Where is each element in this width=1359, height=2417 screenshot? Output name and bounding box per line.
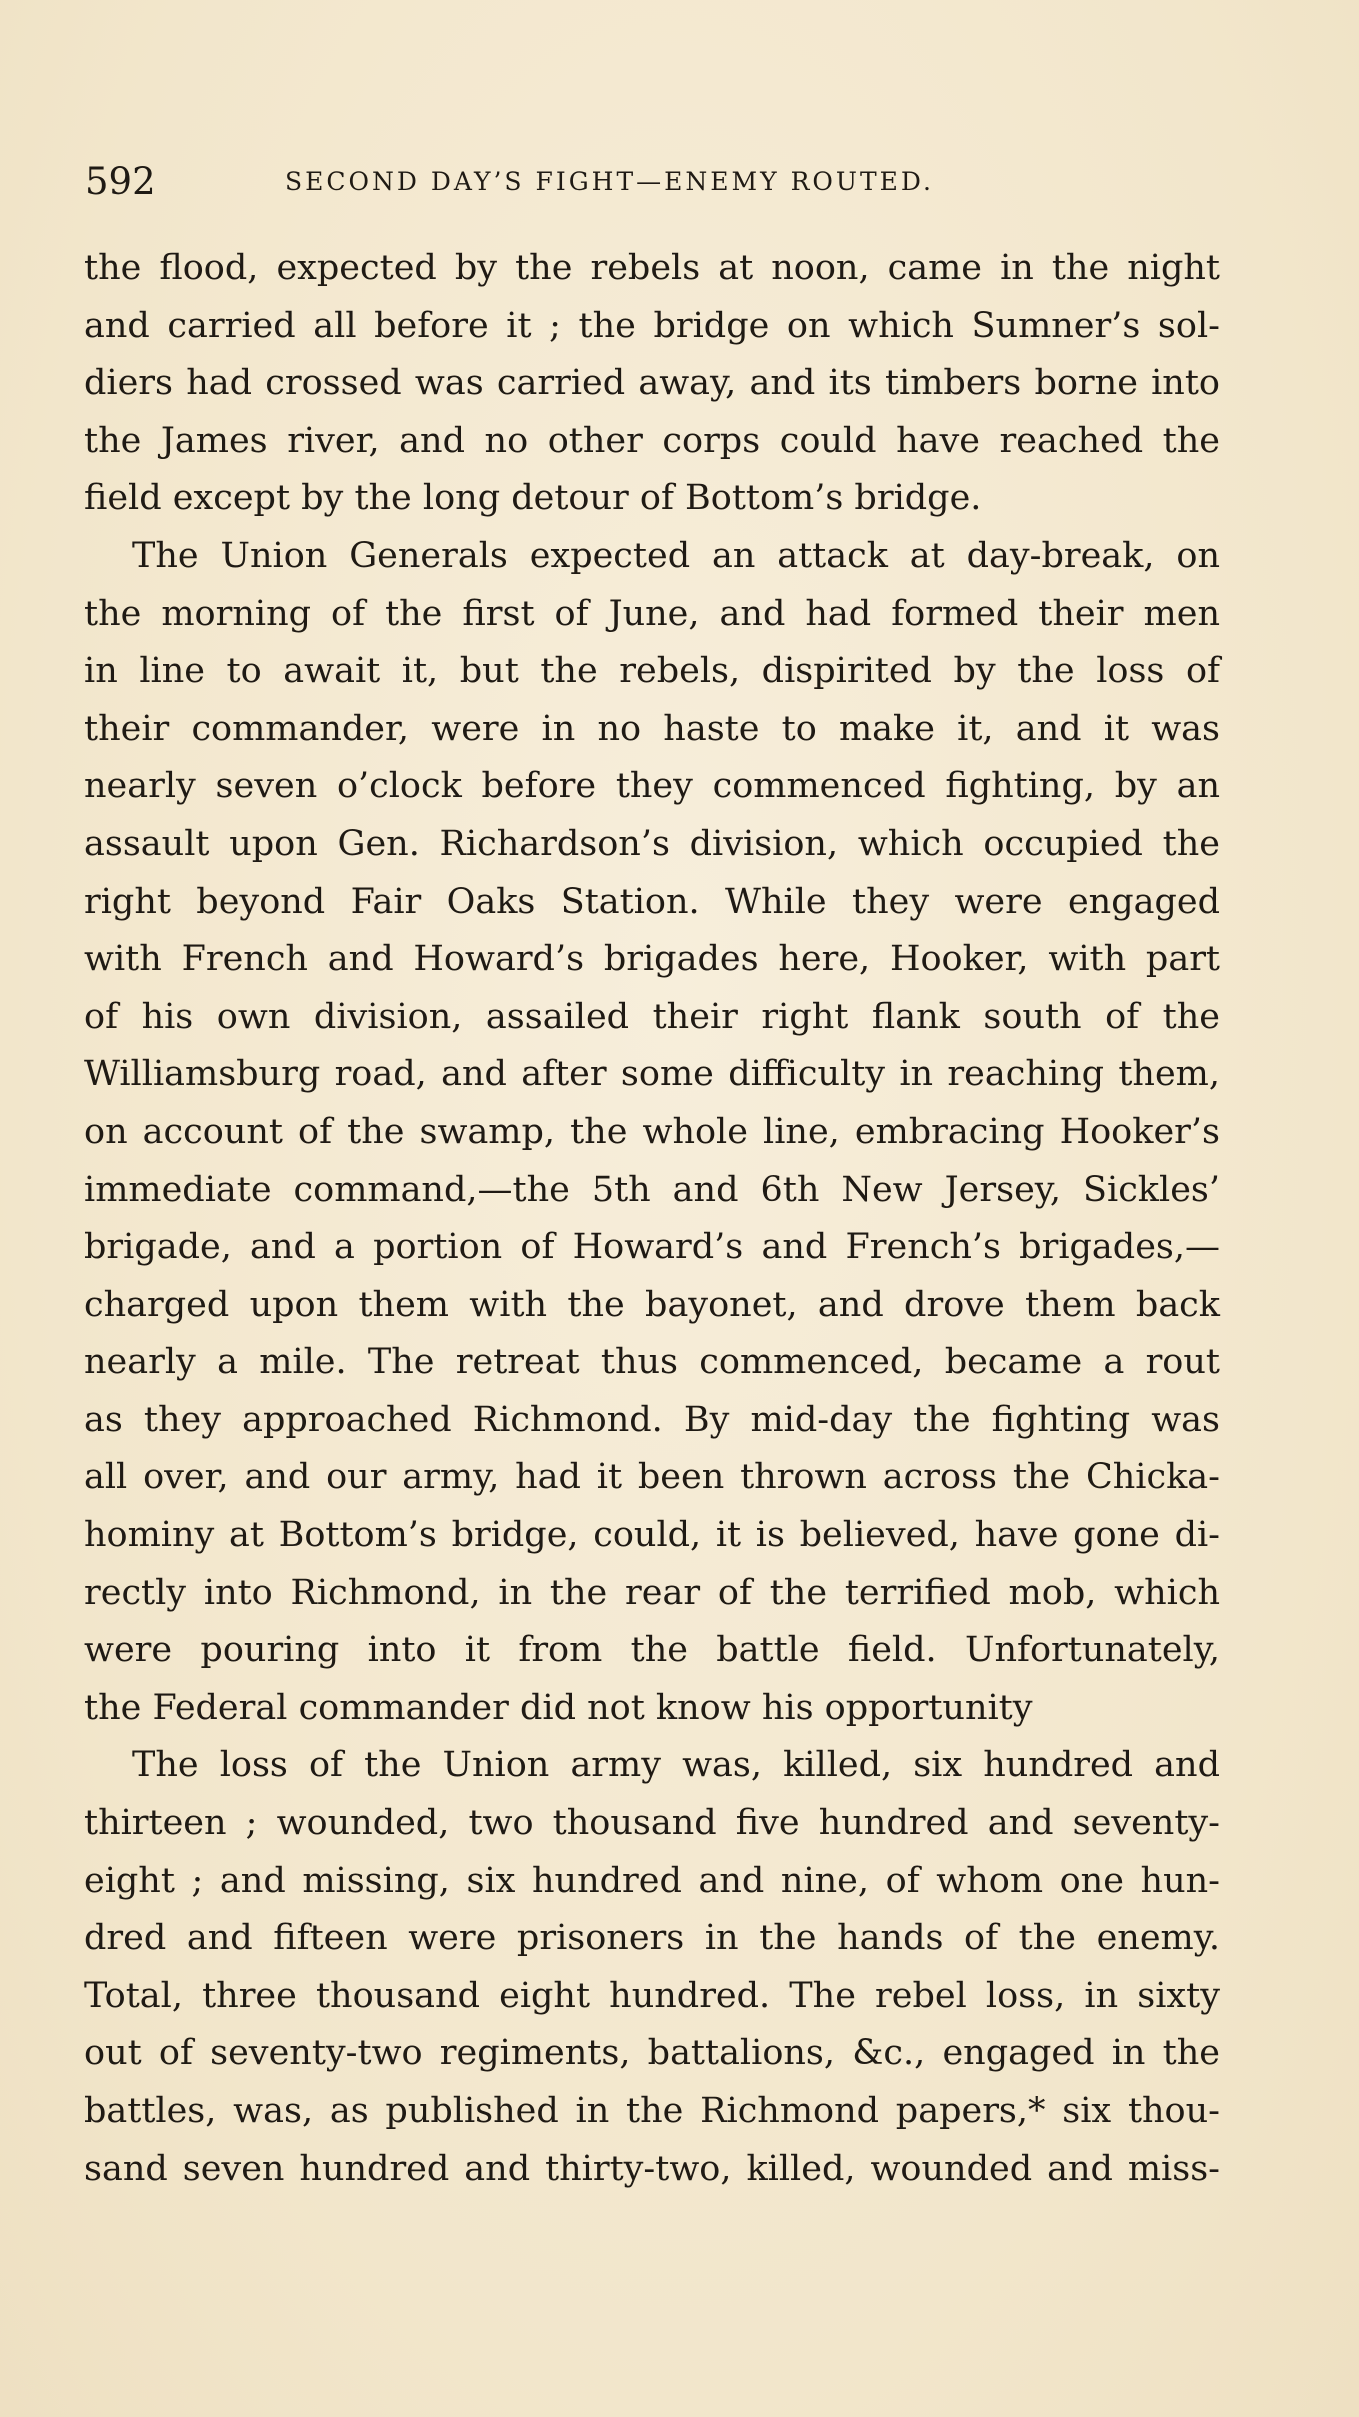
running-head: SECOND DAY’S FIGHT—ENEMY ROUTED. [285,167,934,196]
text-line: diers had crossed was carried away, and its timbers borne into [84,363,1220,404]
text-line: hominy at Bottom’s bridge, could, it is believed, have gone di- [84,1515,1220,1556]
text-line: The loss of the Union army was, killed, six hundred and [132,1745,1220,1786]
text-line: out of seventy-two regiments, battalions, &c., engaged in the [84,2033,1220,2074]
text-line: with French and Howard’s brigades here, Hooker, with part [84,939,1220,980]
text-line: nearly a mile. The retreat thus commenced, became a rout [84,1342,1220,1383]
text-line: The Union Generals expected an attack at day-break, on [132,535,1220,576]
page-number: 592 [85,160,156,203]
text-line: assault upon Gen. Richardson’s division, which occupied the [84,823,1220,864]
text-line: all over, and our army, had it been thrown across the Chicka- [84,1457,1220,1498]
text-line: sand seven hundred and thirty-two, killed, wounded and miss- [84,2148,1220,2189]
text-line: the James river, and no other corps could have reached the [84,420,1220,461]
text-line: charged upon them with the bayonet, and drove them back [84,1284,1220,1325]
text-line: field except by the long detour of Bottom’s bridge. [84,478,982,519]
text-line: their commander, were in no haste to make it, and it was [84,708,1220,749]
text-line: right beyond Fair Oaks Station. While they were engaged [84,881,1220,922]
text-line: eight ; and missing, six hundred and nine, of whom one hun- [84,1860,1220,1901]
text-line: the morning of the first of June, and had formed their men [84,593,1220,634]
text-line: of his own division, assailed their right flank south of the [84,996,1220,1037]
page-header [85,157,1235,207]
text-line: were pouring into it from the battle field. Unfortunately, [84,1630,1220,1671]
text-line: as they approached Richmond. By mid-day the fighting was [84,1399,1220,1440]
text-line: Total, three thousand eight hundred. The rebel loss, in sixty [84,1975,1220,2016]
text-line: dred and fifteen were prisoners in the hands of the enemy. [84,1918,1220,1959]
text-line: the flood, expected by the rebels at noon, came in the night [84,248,1220,288]
body-text [84,240,1220,2198]
text-line: thirteen ; wounded, two thousand five hundred and seventy- [84,1803,1220,1844]
text-line: rectly into Richmond, in the rear of the terrified mob, which [84,1572,1220,1613]
text-line: in line to await it, but the rebels, dispirited by the loss of [84,651,1220,692]
text-line: the Federal commander did not know his opportunity [84,1687,1033,1728]
text-line: nearly seven o’clock before they commenced fighting, by an [84,766,1220,807]
text-line: Williamsburg road, and after some difficulty in reaching them, [84,1054,1220,1095]
text-line: battles, was, as published in the Richmond papers,* six thou- [84,2091,1220,2131]
text-line: and carried all before it ; the bridge on which Sumner’s sol- [84,305,1220,346]
text-line: on account of the swamp, the whole line, embracing Hooker’s [84,1111,1220,1152]
text-line: immediate command,—the 5th and 6th New Jersey, Sickles’ [84,1169,1220,1210]
text-line: brigade, and a portion of Howard’s and French’s brigades,— [84,1227,1220,1268]
